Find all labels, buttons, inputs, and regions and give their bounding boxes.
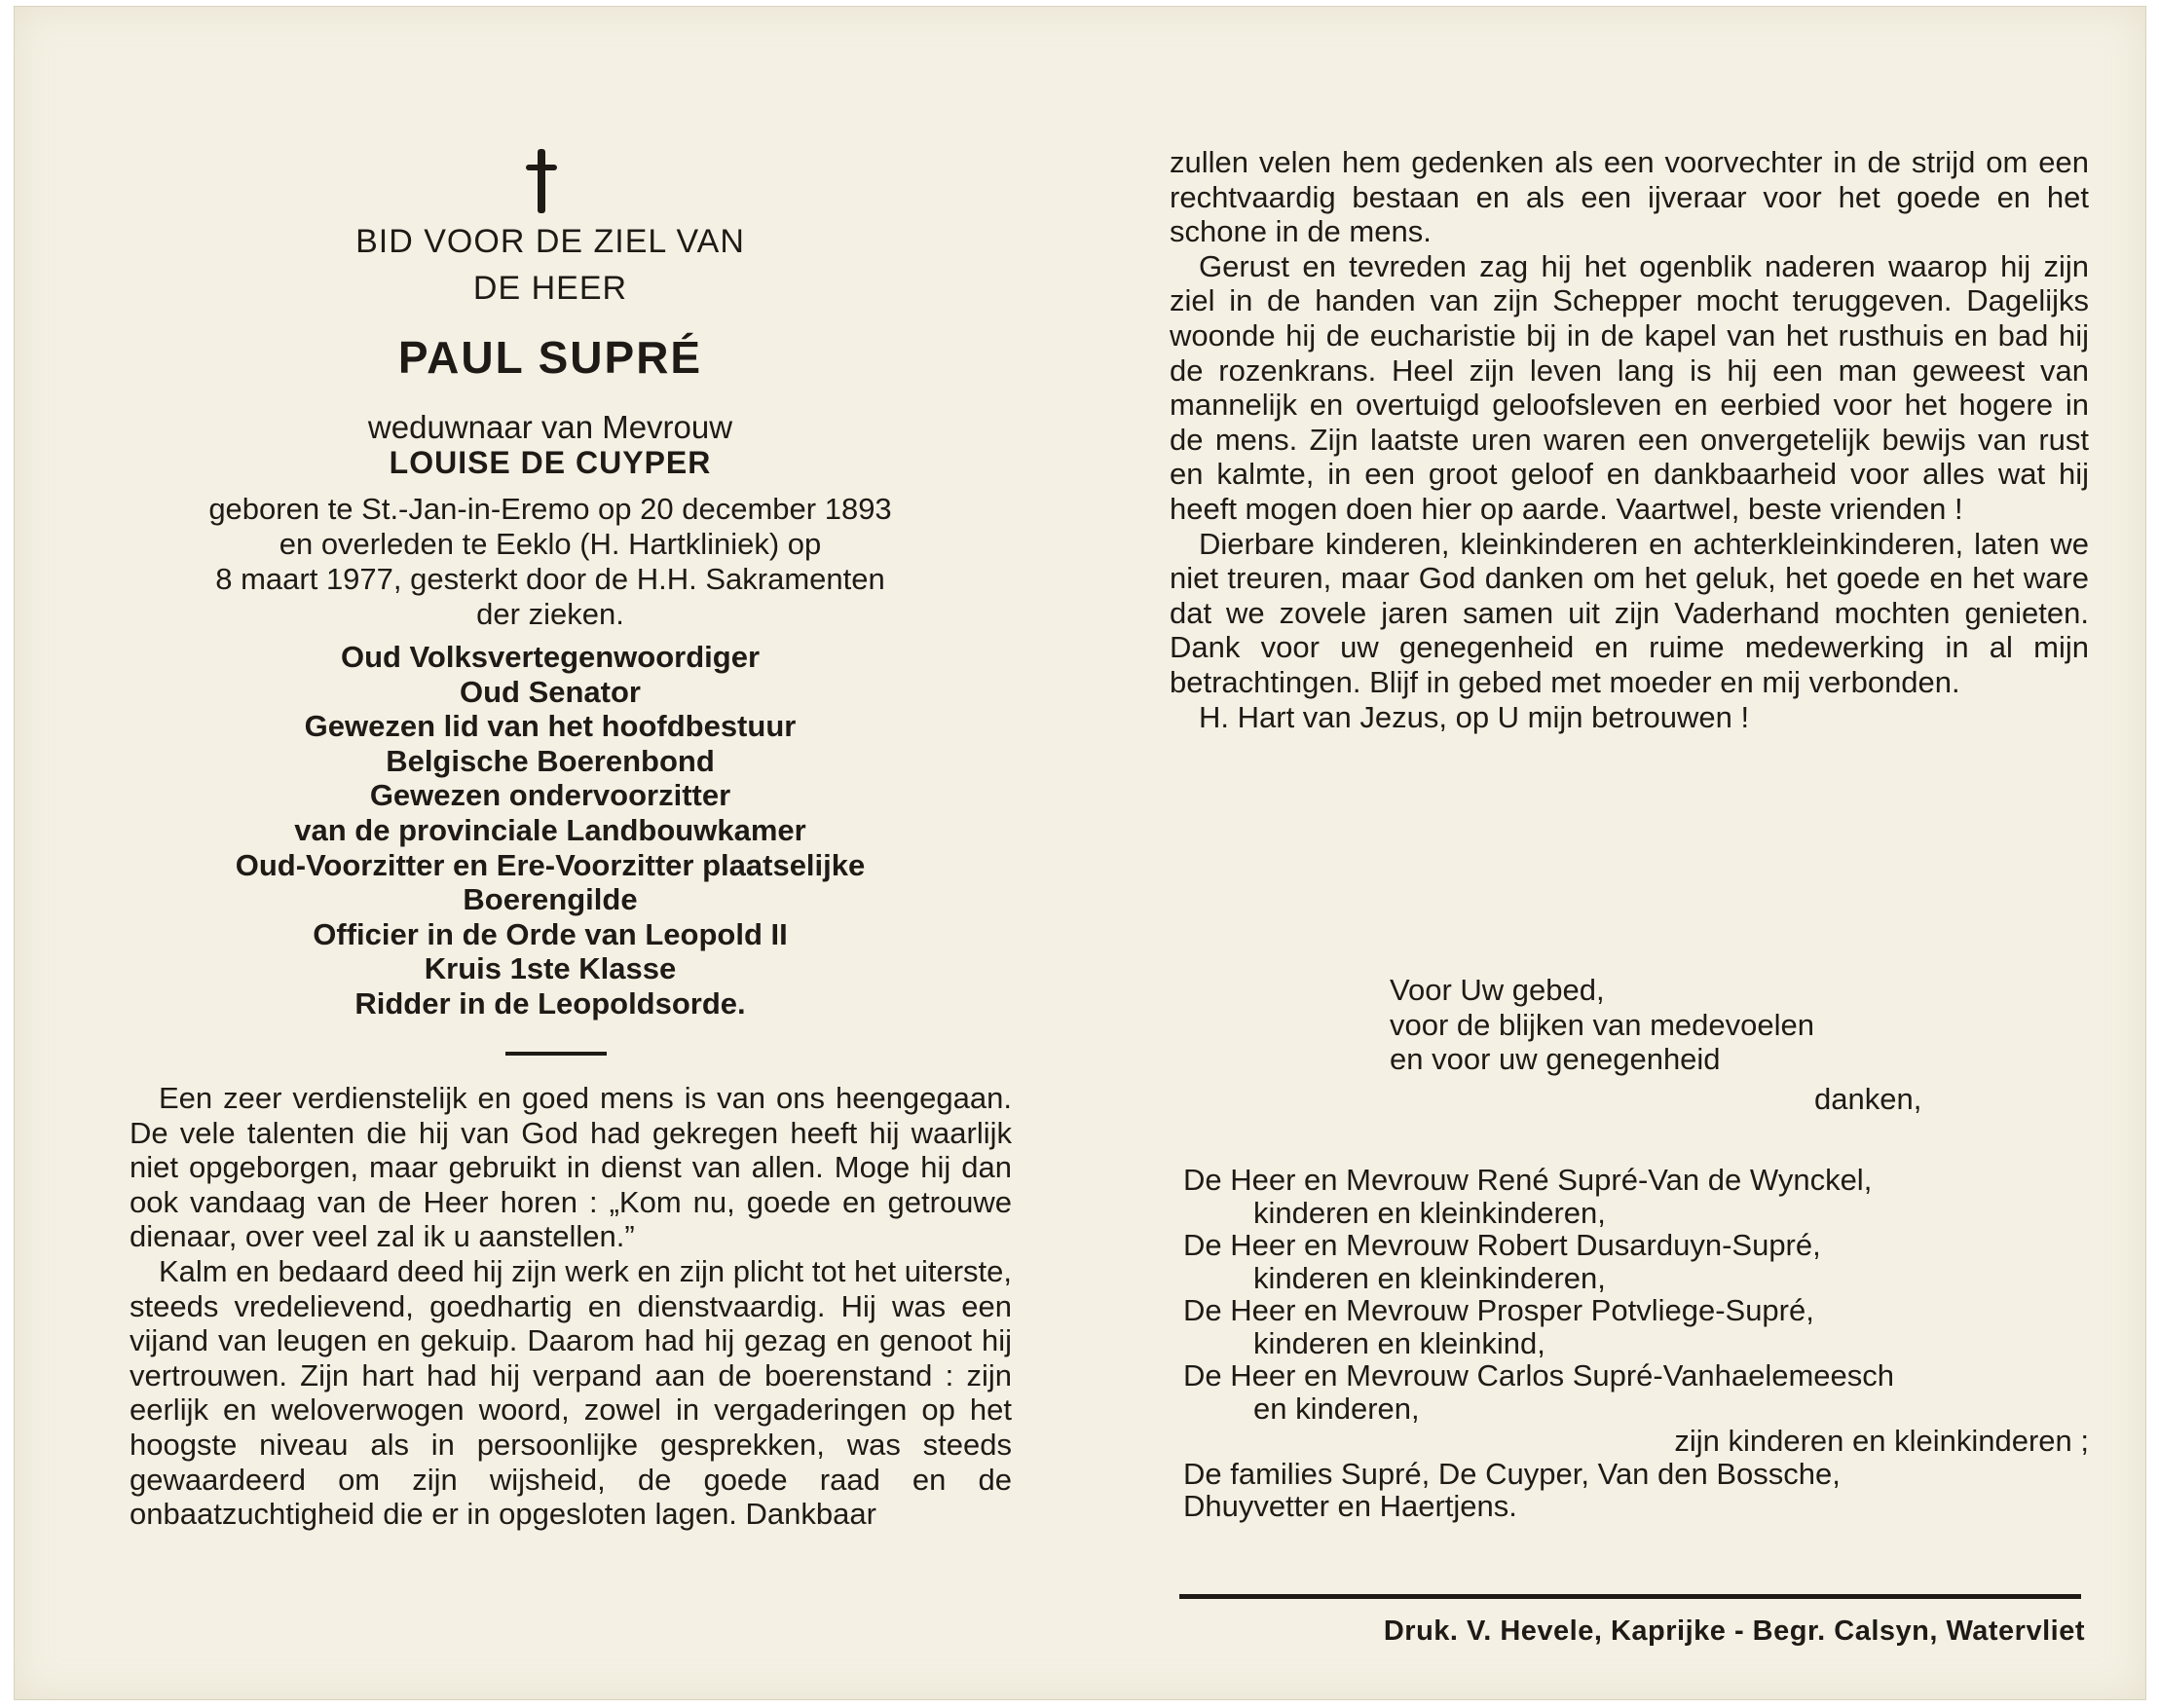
- families-list: [1183, 1164, 2099, 1523]
- title-item: van de provinciale Landbouwkamer: [294, 812, 806, 847]
- header-line-1: BID VOOR DE ZIEL VAN: [355, 223, 745, 260]
- widower-line: weduwnaar van Mevrouw: [367, 409, 733, 445]
- spouse-name: LOUISE DE CUYPER: [389, 445, 712, 480]
- printer-credit: Druk. V. Hevele, Kaprijke - Begr. Calsyn, Watervliet: [1383, 1615, 2085, 1647]
- family-line: De Heer en Mevrouw René Supré-Van de Wynckel,: [1183, 1163, 1873, 1197]
- header-line-2: DE HEER: [472, 270, 628, 307]
- cross-icon: [522, 143, 561, 215]
- title-item: Officier in de Orde van Leopold II: [313, 916, 788, 951]
- birth-line: en overleden te Eeklo (H. Hartkliniek) op: [279, 527, 822, 561]
- title-item: Oud Volksvertegenwoordiger: [340, 640, 761, 674]
- paragraph: H. Hart van Jezus, op U mijn betrouwen !: [1199, 699, 1750, 734]
- birth-death-block: [112, 492, 988, 632]
- birth-line: 8 maart 1977, gesterkt door de H.H. Sakramenten: [215, 562, 885, 596]
- title-item: Boerengilde: [463, 882, 638, 917]
- family-line: en kinderen,: [1253, 1391, 1420, 1426]
- family-line: De Heer en Mevrouw Prosper Potvliege-Supré,: [1183, 1293, 1814, 1327]
- divider: [505, 1052, 607, 1056]
- thanks-block: [1390, 973, 1814, 1077]
- paragraph: Een zeer verdienstelijk en goed mens is van ons heengegaan. De vele talenten die hij van God had gekregen heeft hij waarlijk niet opgeborgen, maar gebruikt in dienst van allen. Moge hij dan ook vandaag van de Heer horen : „Kom nu, goede en getrouwe dienaar, over veel zal ik u aanstellen.”: [130, 1081, 1012, 1254]
- thanks-closing: danken,: [1814, 1082, 1922, 1116]
- title-item: Ridder in de Leopoldsorde.: [354, 985, 746, 1021]
- title-item: Gewezen ondervoorzitter: [369, 778, 731, 813]
- right-body-text: [1170, 145, 2089, 734]
- paragraph: zullen velen hem gedenken als een voorvechter in de strijd om een rechtvaardig bestaan en als een ijveraar voor het goede en het schone in de mens.: [1170, 145, 2089, 249]
- title-item: Gewezen lid van het hoofdbestuur: [304, 709, 797, 744]
- left-body-text: [130, 1081, 1012, 1532]
- memorial-card: [14, 6, 2146, 1700]
- family-line: De Heer en Mevrouw Carlos Supré-Vanhaelemeesch: [1183, 1358, 1894, 1392]
- paragraph: Kalm en bedaard deed hij zijn werk en zijn plicht tot het uiterste, steeds vredelievend, goedhartig en dienstvaardig. Hij was een vijand van leugen en gekuip. Daarom had hij gezag en genoot hij vertrouwen. Zijn hart had hij verpand aan de boerenstand : zijn eerlijk en weloverwogen woord, zowel in vergaderingen op het hoogste niveau als in persoonlijke gesprekken, was steeds gewaardeerd om zijn wijsheid, de goede raad en de onbaatzuchtigheid die er in opgesloten lagen. Dankbaar: [130, 1253, 1012, 1532]
- title-item: Oud-Voorzitter en Ere-Voorzitter plaatselijke: [235, 847, 866, 882]
- family-line: Dhuyvetter en Haertjens.: [1183, 1489, 1517, 1523]
- paragraph: Gerust en tevreden zag hij het ogenblik naderen waarop hij zijn ziel in de handen van zijn Schepper mocht teruggeven. Dagelijks woonde hij de eucharistie bij in de kapel van het rusthuis en bad hij de rozenkrans. Heel zijn leven lang is hij een man geweest van mannelijk en overtuigd geloofsleven en eerbied voor het hogere in de mens. Zijn laatste uren waren een onvergetelijk bewijs van rust en kalmte, in een groot geloof en dankbaarheid voor alles wat hij heeft mogen doen hier op aarde. Vaartwel, beste vrienden !: [1170, 248, 2089, 526]
- thanks-line: en voor uw genegenheid: [1390, 1042, 1721, 1077]
- title-item: Belgische Boerenbond: [386, 743, 715, 778]
- thanks-line: Voor Uw gebed,: [1390, 973, 1605, 1007]
- birth-line: der zieken.: [476, 597, 624, 631]
- family-line: zijn kinderen en kleinkinderen ;: [1674, 1424, 2089, 1458]
- family-line: De families Supré, De Cuyper, Van den Bossche,: [1183, 1456, 1841, 1491]
- footer-divider: [1179, 1594, 2081, 1599]
- family-line: kinderen en kleinkind,: [1253, 1325, 1545, 1360]
- birth-line: geboren te St.-Jan-in-Eremo op 20 december 1893: [208, 492, 892, 526]
- title-item: Oud Senator: [459, 674, 641, 709]
- family-line: kinderen en kleinkinderen,: [1253, 1195, 1606, 1230]
- titles-list: [93, 640, 1008, 1021]
- deceased-name: PAUL SUPRÉ: [397, 332, 703, 383]
- family-line: De Heer en Mevrouw Robert Dusarduyn-Supré,: [1183, 1228, 1821, 1262]
- title-item: Kruis 1ste Klasse: [424, 951, 677, 986]
- thanks-line: voor de blijken van medevoelen: [1390, 1007, 1814, 1042]
- paragraph: Dierbare kinderen, kleinkinderen en achterkleinkinderen, laten we niet treuren, maar God danken om het geluk, het goede en het ware dat we zovele jaren samen uit zijn Vaderhand mochten genieten. Dank voor uw genegenheid en ruime medewerking in al mijn betrachtingen. Blijf in gebed met moeder en mij verbonden.: [1170, 526, 2089, 699]
- family-line: kinderen en kleinkinderen,: [1253, 1260, 1606, 1295]
